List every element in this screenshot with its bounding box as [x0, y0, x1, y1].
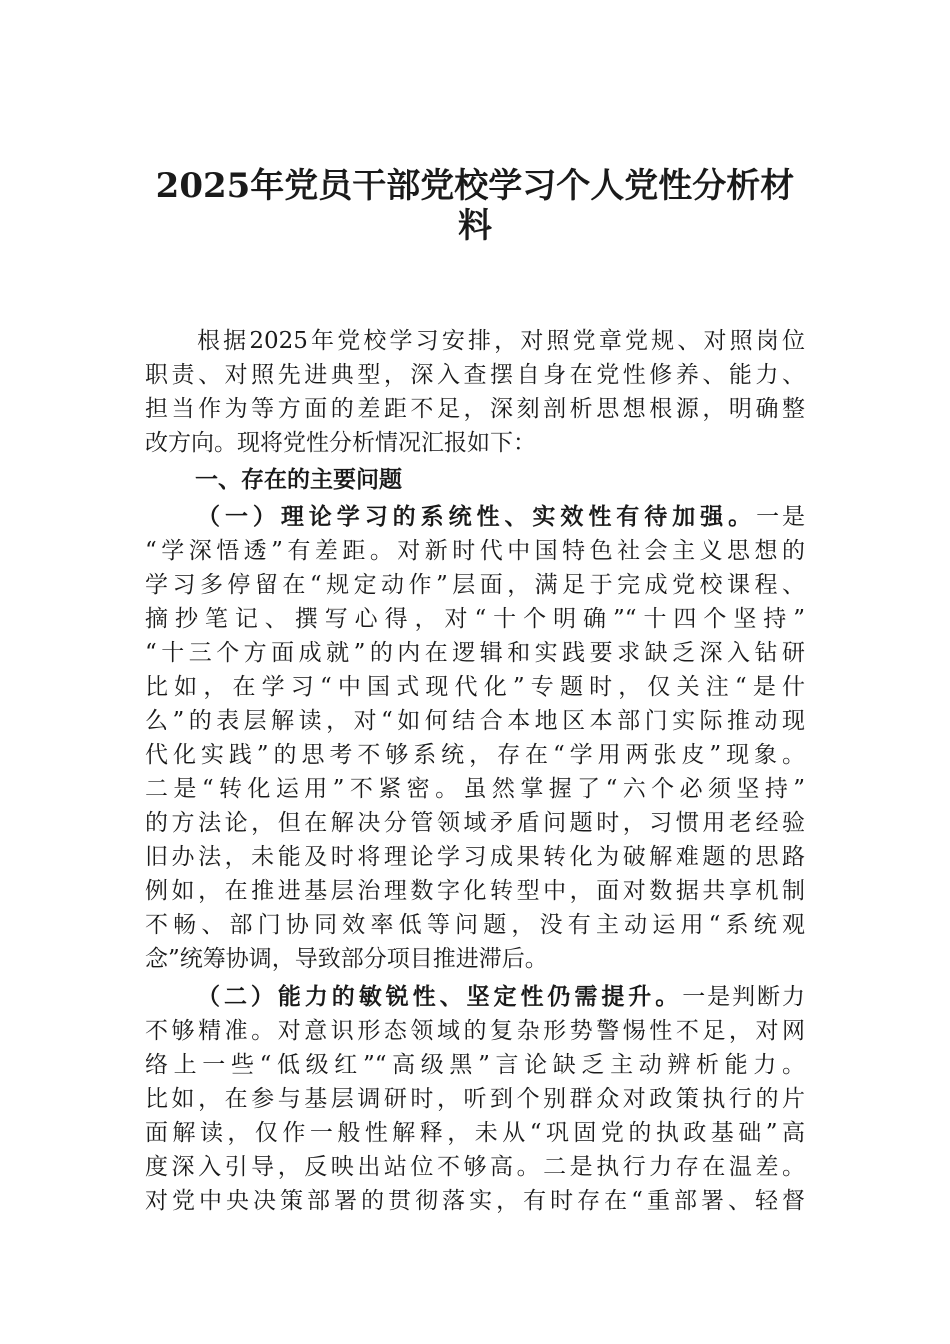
body-line: 职责、对照先进典型，深入查摆自身在党性修养、能力、: [145, 362, 805, 388]
body-line: [197, 500, 805, 534]
document-title-line-1: 2025年党员干部党校学习个人党性分析材: [155, 166, 795, 206]
body-line: “学深悟透”有差距。对新时代中国特色社会主义思想的: [145, 538, 805, 564]
section-heading: 一、存在的主要问题: [195, 467, 402, 493]
body-line: 例如，在推进基层治理数字化转型中，面对数据共享机制: [145, 878, 805, 904]
body-line: 二是“转化运用”不紧密。虽然掌握了“六个必须坚持”: [145, 776, 805, 802]
body-line: 念”统筹协调，导致部分项目推进滞后。: [145, 946, 548, 972]
body-line: [197, 980, 805, 1014]
body-line: 担当作为等方面的差距不足，深刻剖析思想根源，明确整: [145, 396, 805, 422]
subsection-heading: （一）理论学习的系统性、实效性有待加强。: [197, 503, 757, 530]
body-line: 面解读，仅作一般性解释，未从“巩固党的执政基础”高: [145, 1120, 805, 1146]
body-line: 比如，在参与基层调研时，听到个别群众对政策执行的片: [145, 1086, 805, 1112]
body-line: 络上一些“低级红”“高级黑”言论缺乏主动辨析能力。: [145, 1052, 805, 1078]
body-line: “十三个方面成就”的内在逻辑和实践要求缺乏深入钻研: [145, 640, 805, 666]
body-line: 代化实践”的思考不够系统，存在“学用两张皮”现象。: [145, 742, 805, 768]
body-line: 改方向。现将党性分析情况汇报如下：: [145, 430, 536, 456]
body-line: 对党中央决策部署的贯彻落实，有时存在“重部署、轻督: [145, 1188, 805, 1214]
subsection-heading: （二）能力的敏锐性、坚定性仍需提升。: [197, 983, 683, 1010]
body-line: 不够精准。对意识形态领域的复杂形势警惕性不足，对网: [145, 1018, 805, 1044]
body-text: 一是判断力: [682, 984, 806, 1010]
body-line: 的方法论，但在解决分管领域矛盾问题时，习惯用老经验: [145, 810, 805, 836]
body-line: 摘抄笔记、撰写心得，对“十个明确”“十四个坚持”: [145, 606, 805, 632]
body-text: 一是: [756, 504, 806, 530]
body-line: 比如，在学习“中国式现代化”专题时，仅关注“是什: [145, 674, 805, 700]
body-line: 学习多停留在“规定动作”层面，满足于完成党校课程、: [145, 572, 805, 598]
body-line: 根据2025年党校学习安排，对照党章党规、对照岗位: [197, 328, 805, 354]
body-line: 度深入引导，反映出站位不够高。二是执行力存在温差。: [145, 1154, 805, 1180]
body-line: 不畅、部门协同效率低等问题，没有主动运用“系统观: [145, 912, 805, 938]
document-title-line-2: 料: [458, 206, 492, 246]
body-line: 旧办法，未能及时将理论学习成果转化为破解难题的思路: [145, 844, 805, 870]
body-line: 么”的表层解读，对“如何结合本地区本部门实际推动现: [145, 708, 805, 734]
